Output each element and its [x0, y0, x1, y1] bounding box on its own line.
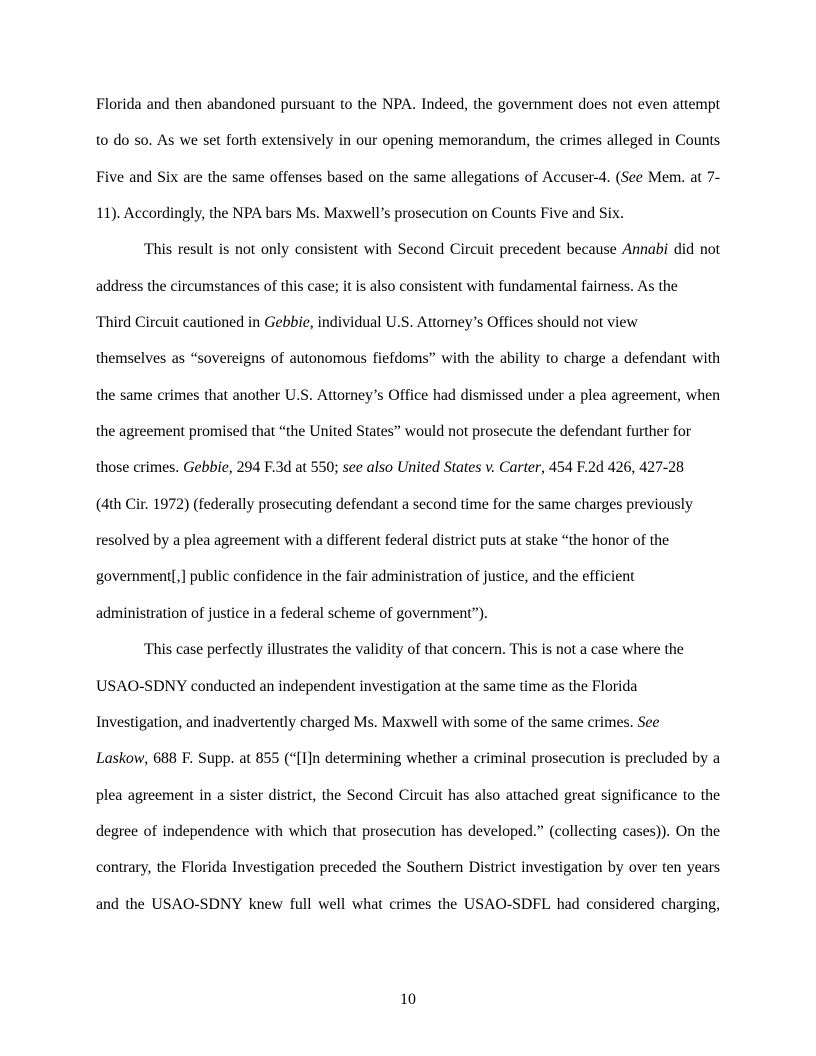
text-segment: those crimes. [96, 459, 184, 477]
text-segment: the same crimes that another U.S. Attorney’s Office had dismissed under a plea agreement, when [96, 386, 720, 404]
text-line [96, 529, 720, 565]
text-line [96, 166, 720, 202]
text-segment: , 688 F. Supp. at 855 (“[I]n determining whether a criminal prosecution is precluded by a [144, 750, 720, 768]
text-line [96, 311, 720, 347]
text-segment: address the circumstances of this case; it is also consistent with fundamental fairness. As the [96, 277, 678, 295]
text-line [96, 493, 720, 529]
text-line [96, 456, 720, 492]
italic-citation-text: Gebbie [264, 314, 310, 332]
text-line [96, 638, 720, 674]
text-line [96, 893, 720, 929]
text-line [96, 347, 720, 383]
italic-citation-text: Gebbie [183, 459, 229, 477]
text-segment: Mem. at 7- [642, 168, 720, 186]
text-line [96, 129, 720, 165]
text-line [96, 275, 720, 311]
text-segment: Florida and then abandoned pursuant to the NPA. Indeed, the government does not even attempt [96, 96, 720, 113]
text-segment: degree of independence with which that prosecution has developed.” (collecting cases)). On the [96, 822, 720, 840]
text-segment: Third Circuit cautioned in [96, 314, 265, 332]
italic-citation-text: Annabi [622, 241, 669, 259]
text-line [96, 238, 720, 274]
text-segment: and the USAO-SDNY knew full well what crimes the USAO-SDFL had considered charging, [96, 895, 720, 913]
italic-citation-text: see also United States v. Carter [342, 459, 542, 477]
text-line [96, 565, 720, 601]
text-line [96, 820, 720, 856]
text-line [96, 675, 720, 711]
text-line [96, 420, 720, 456]
text-segment: to do so. As we set forth extensively in our opening memorandum, the crimes alleged in Counts [96, 132, 720, 150]
text-line [96, 784, 720, 820]
page-number: 10 [400, 991, 416, 1008]
italic-citation-text: See [620, 168, 643, 186]
text-segment: the agreement promised that “the United States” would not prosecute the defendant further for [96, 423, 692, 441]
text-segment: (4th Cir. 1972) (federally prosecuting defendant a second time for the same charges previously [96, 495, 693, 513]
text-line [96, 93, 720, 129]
text-line [96, 856, 720, 892]
text-line [96, 747, 720, 783]
text-segment: , 294 F.3d at 550; [228, 459, 343, 477]
text-segment: , 454 F.2d 426, 427-28 [541, 459, 684, 477]
text-segment: , individual U.S. Attorney’s Offices should not view [309, 314, 638, 332]
text-segment: USAO-SDNY conducted an independent investigation at the same time as the Florida [96, 677, 638, 695]
text-segment: government[,] public confidence in the fair administration of justice, and the efficient [96, 568, 635, 586]
body-text [96, 93, 720, 929]
text-segment: Investigation, and inadvertently charged Ms. Maxwell with some of the same crimes. [96, 713, 638, 731]
text-segment: This case perfectly illustrates the validity of that concern. This is not a case where the [144, 641, 684, 659]
text-segment: resolved by a plea agreement with a different federal district puts at stake “the honor of the [96, 532, 670, 550]
text-segment: did not [668, 241, 720, 259]
text-segment: Five and Six are the same offenses based on the same allegations of Accuser-4. ( [96, 168, 621, 186]
text-segment: This result is not only consistent with Second Circuit precedent because [144, 241, 623, 259]
text-line [96, 202, 720, 238]
italic-citation-text: See [637, 713, 660, 731]
text-segment: administration of justice in a federal scheme of government”). [96, 604, 488, 622]
text-line [96, 384, 720, 420]
text-line [96, 711, 720, 747]
text-segment: themselves as “sovereigns of autonomous fiefdoms” with the ability to charge a defendant with [96, 350, 720, 368]
text-segment: plea agreement in a sister district, the Second Circuit has also attached great significance to the [96, 786, 720, 804]
text-segment: contrary, the Florida Investigation preceded the Southern District investigation by over ten years [96, 859, 720, 877]
text-line [96, 602, 720, 638]
text-segment: 11). Accordingly, the NPA bars Ms. Maxwell’s prosecution on Counts Five and Six. [96, 205, 624, 223]
italic-citation-text: Laskow [96, 750, 145, 768]
